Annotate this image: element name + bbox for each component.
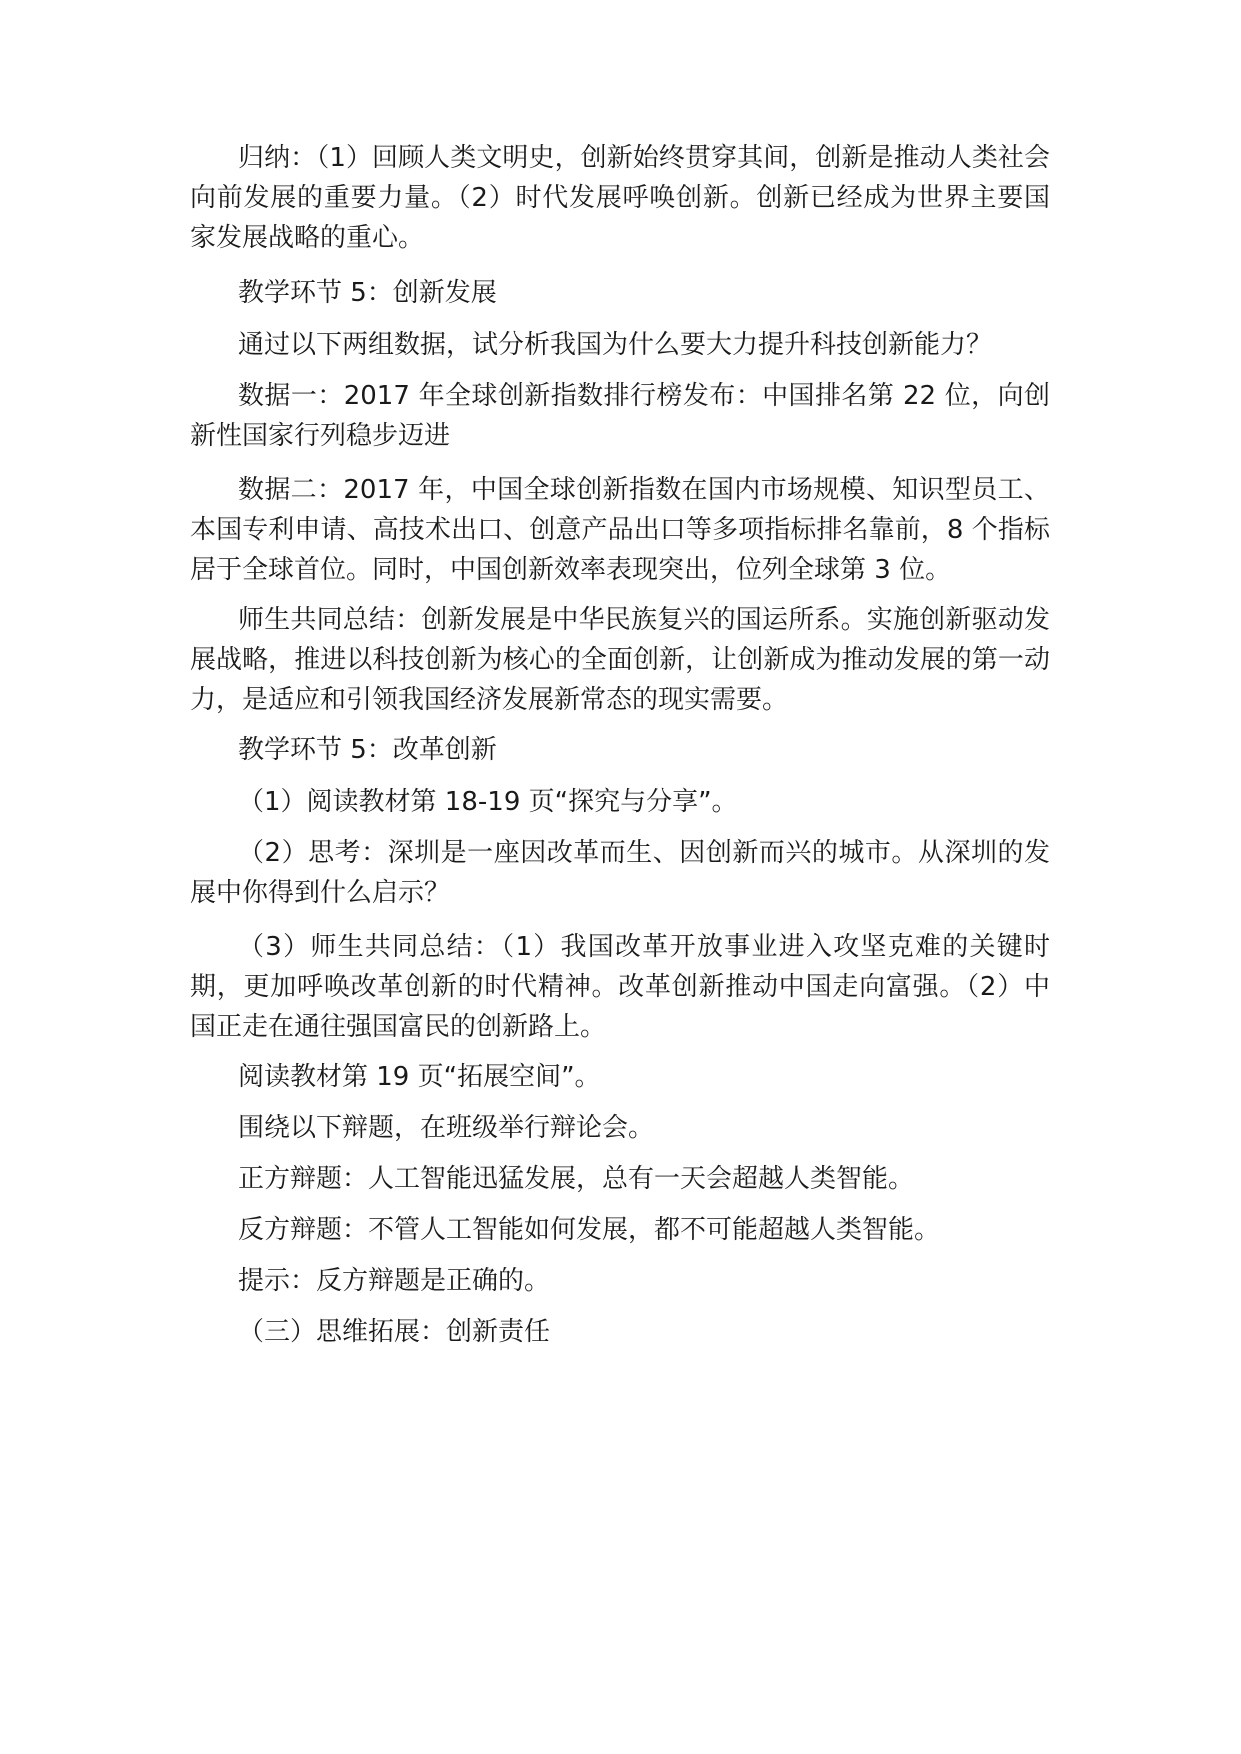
paragraph-affirmative-topic: 正方辩题：人工智能迅猛发展，总有一天会超越人类智能。 xyxy=(238,1164,915,1194)
paragraph-negative-topic: 反方辩题：不管人工智能如何发展，都不可能超越人类智能。 xyxy=(238,1215,941,1245)
section-heading-reform-innovation: 教学环节 5：改革创新 xyxy=(238,735,497,765)
paragraph-question: 通过以下两组数据，试分析我国为什么要大力提升科技创新能力？ xyxy=(238,330,993,360)
paragraph-expansion-space: 阅读教材第 19 页“拓展空间”。 xyxy=(238,1062,601,1092)
paragraph-think-shenzhen: （2）思考：深圳是一座因改革而生、因创新而兴的城市。从深圳的发展中你得到什么启示？ xyxy=(190,838,1050,908)
paragraph-hint: 提示：反方辩题是正确的。 xyxy=(238,1266,551,1296)
paragraph-joint-summary: 师生共同总结：创新发展是中华民族复兴的国运所系。实施创新驱动发展战略，推进以科技创新为核心的全面创新，让创新成为推动发展的第一动力，是适应和引领我国经济发展新常态的现实需要。 xyxy=(190,605,1050,715)
section-heading-innovation-development: 教学环节 5：创新发展 xyxy=(238,278,497,308)
section-heading-thinking-expansion: （三）思维拓展：创新责任 xyxy=(238,1317,551,1347)
paragraph-summary: 归纳：（1）回顾人类文明史，创新始终贯穿其间，创新是推动人类社会向前发展的重要力量。（2）时代发展呼唤创新。创新已经成为世界主要国家发展战略的重心。 xyxy=(190,143,1050,253)
paragraph-data-one: 数据一：2017 年全球创新指数排行榜发布：中国排名第 22 位，向创新性国家行列稳步迈进 xyxy=(190,381,1050,451)
paragraph-read-textbook: （1）阅读教材第 18-19 页“探究与分享”。 xyxy=(238,787,738,817)
paragraph-data-two: 数据二：2017 年，中国全球创新指数在国内市场规模、知识型员工、本国专利申请、高技术出口、创意产品出口等多项指标排名靠前，8 个指标居于全球首位。同时，中国创新效率表现突出，位列全球第 3 位。 xyxy=(190,475,1050,585)
paragraph-teacher-student-summary: （3）师生共同总结：（1）我国改革开放事业进入攻坚克难的关键时期，更加呼唤改革创新的时代精神。改革创新推动中国走向富强。（2）中国正走在通往强国富民的创新路上。 xyxy=(190,932,1050,1042)
paragraph-debate-intro: 围绕以下辩题，在班级举行辩论会。 xyxy=(238,1113,655,1143)
